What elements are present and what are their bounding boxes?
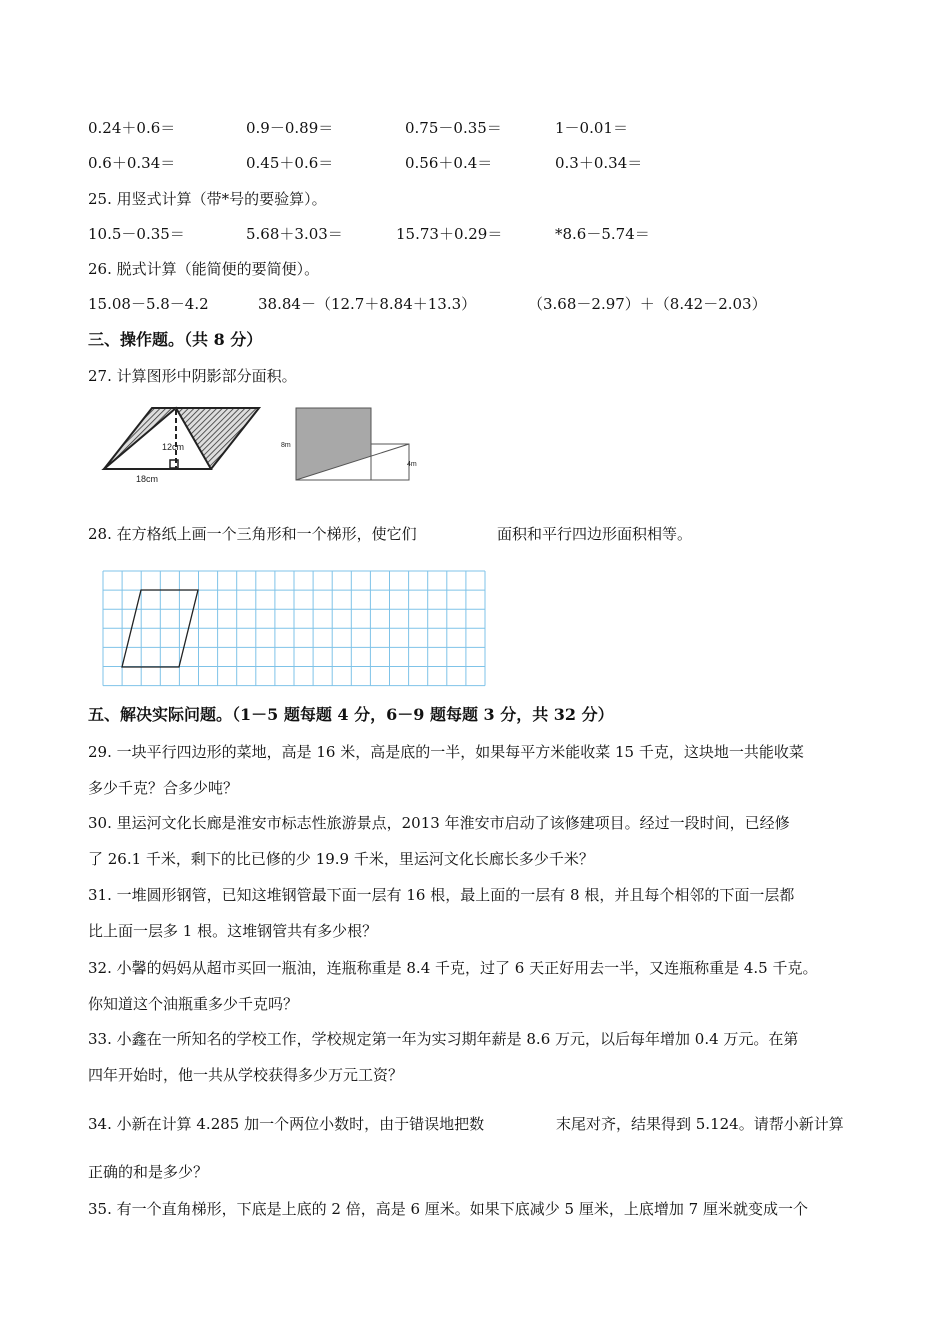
problem-line: 29. 一块平行四边形的菜地，高是 16 米，高是底的一半，如果每平方米能收菜 15 千克，这块地一共能收菜 <box>88 743 804 761</box>
section5-heading: 五、解决实际问题。（1－5 题每题 4 分，6－9 题每题 3 分，共 32 分） <box>88 705 614 724</box>
q25-item: 15.73＋0.29＝ <box>396 225 503 243</box>
q27-fig1-height-label: 12cm <box>162 442 185 452</box>
q25-item: *8.6－5.74＝ <box>555 225 650 243</box>
calc-r1-c2: 0.9－0.89＝ <box>246 119 334 137</box>
problem-line: 多少千克？合多少吨？ <box>88 779 239 797</box>
problem-line: 比上面一层多 1 根。这堆钢管共有多少根？ <box>88 922 378 940</box>
q27-title: 27. 计算图形中阴影部分面积。 <box>88 367 297 385</box>
problem-line: 33. 小鑫在一所知名的学校工作，学校规定第一年为实习期年薪是 8.6 万元，以后每年增加 0.4 万元。在第 <box>88 1030 799 1048</box>
q34-line1-b: 末尾对齐，结果得到 5.124。请帮小新计算 <box>556 1115 844 1133</box>
q28-grid-paper <box>102 570 488 690</box>
q27-fig2-left-label: 8m <box>281 442 291 449</box>
q34-line1-a: 34. 小新在计算 4.285 加一个两位小数时，由于错误地把数 <box>88 1115 485 1133</box>
q27-fig2-right-label: 4m <box>407 461 417 468</box>
q25-item: 5.68＋3.03＝ <box>246 225 343 243</box>
q26-item: 15.08－5.8－4.2 <box>88 295 209 313</box>
problem-line: 你知道这个油瓶重多少千克吗？ <box>88 995 299 1013</box>
calc-r1-c1: 0.24＋0.6＝ <box>88 119 176 137</box>
calc-r1-c3: 0.75－0.35＝ <box>405 119 502 137</box>
q34-line2: 正确的和是多少？ <box>88 1163 209 1181</box>
q25-item: 10.5－0.35＝ <box>88 225 185 243</box>
section3-heading: 三、操作题。（共 8 分） <box>88 330 263 349</box>
q26-item: （3.68－2.97）＋（8.42－2.03） <box>528 295 767 313</box>
q26-item: 38.84－（12.7＋8.84＋13.3） <box>258 295 477 313</box>
q35-line1: 35. 有一个直角梯形，下底是上底的 2 倍，高是 6 厘米。如果下底减少 5 厘米，上底增加 7 厘米就变成一个 <box>88 1200 808 1218</box>
q28-title-a: 28. 在方格纸上画一个三角形和一个梯形，使它们 <box>88 525 417 543</box>
q25-title: 25. 用竖式计算（带*号的要验算）。 <box>88 190 327 208</box>
problem-line: 四年开始时，他一共从学校获得多少万元工资？ <box>88 1066 404 1084</box>
calc-r2-c1: 0.6＋0.34＝ <box>88 154 176 172</box>
calc-r2-c2: 0.45＋0.6＝ <box>246 154 334 172</box>
q27-fig1-base-label: 18cm <box>136 474 159 484</box>
calc-r2-c3: 0.56＋0.4＝ <box>405 154 493 172</box>
calc-r2-c4: 0.3＋0.34＝ <box>555 154 643 172</box>
problem-line: 了 26.1 千米，剩下的比已修的少 19.9 千米，里运河文化长廊长多少千米？ <box>88 850 594 868</box>
q26-title: 26. 脱式计算（能简便的要简便）。 <box>88 260 320 278</box>
calc-r1-c4: 1－0.01＝ <box>555 119 628 137</box>
problem-line: 31. 一堆圆形钢管，已知这堆钢管最下面一层有 16 根，最上面的一层有 8 根，并且每个相邻的下面一层都 <box>88 886 795 904</box>
q27-figure-parallelogram <box>98 402 268 488</box>
problem-line: 32. 小馨的妈妈从超市买回一瓶油，连瓶称重是 8.4 千克，过了 6 天正好用去一半，又连瓶称重是 4.5 千克。 <box>88 959 818 977</box>
problem-line: 30. 里运河文化长廊是淮安市标志性旅游景点，2013 年淮安市启动了该修建项目。经过一段时间，已经修 <box>88 814 790 832</box>
q28-title-b: 面积和平行四边形面积相等。 <box>497 525 693 543</box>
q27-figure-squares <box>278 404 417 484</box>
